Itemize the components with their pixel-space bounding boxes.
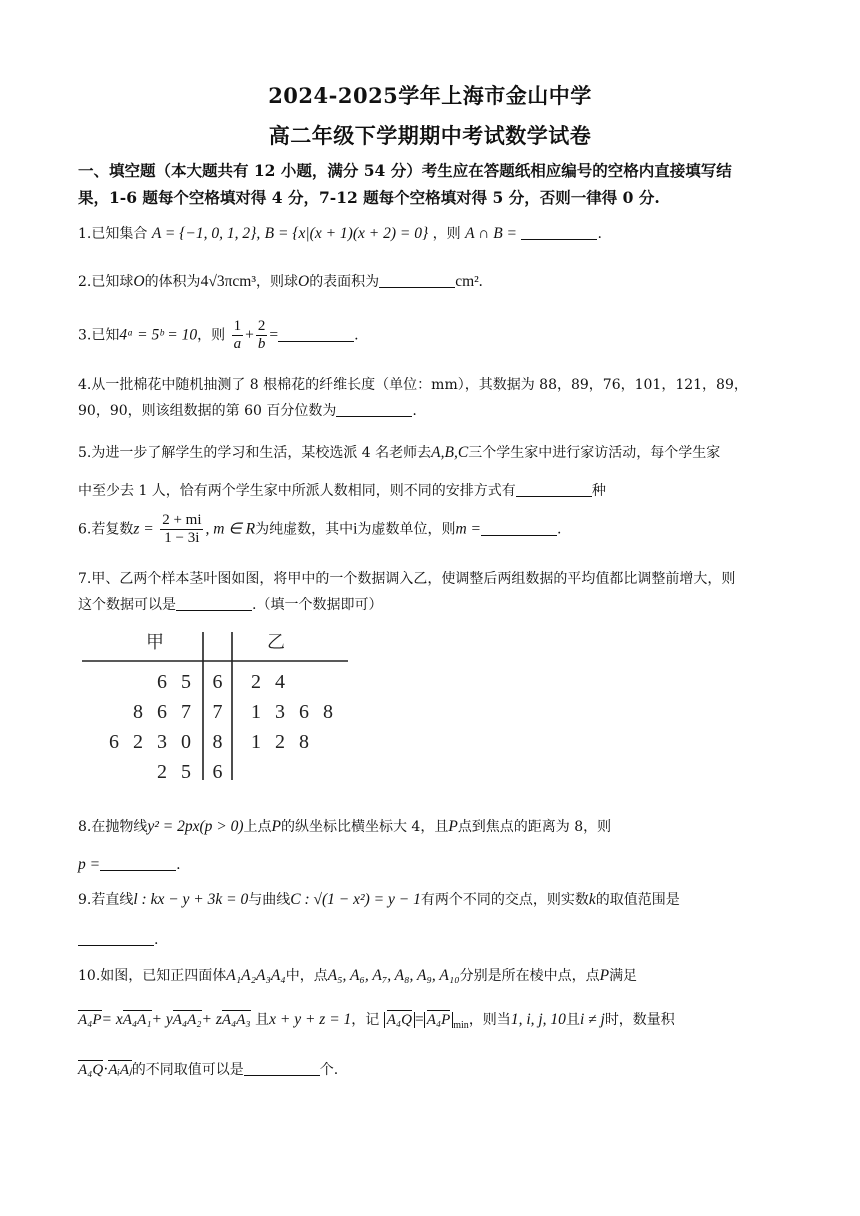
- stemleaf-left-leaf: 3: [157, 731, 167, 753]
- q5-line-2: 中至少去 1 人，恰有两个学生家中所派人数相同，则不同的安排方式有: [78, 483, 516, 499]
- q8-text-mid1: 上点: [243, 819, 272, 835]
- q3-text: 3.已知: [78, 327, 120, 344]
- q10-unit: 个.: [319, 1061, 339, 1078]
- q6-fraction: $\frac{2 + mi}{1 - 3i}$: [162, 512, 202, 546]
- q3-text-mid: ，则: [197, 327, 226, 344]
- q8-parabola: y² = 2px(p > 0): [147, 818, 244, 835]
- q6-m: m =: [455, 520, 481, 538]
- stemleaf-right-leaf: 3: [275, 701, 285, 723]
- stemleaf-left-leaf: 6: [157, 671, 167, 693]
- q10-p: P: [599, 967, 610, 984]
- q8-text-mid3: 点到焦点的距离为 8，则: [457, 819, 612, 835]
- stemleaf-left-leaf: 5: [181, 761, 191, 783]
- stemleaf-right-header: 乙: [267, 632, 285, 653]
- q6-answer-blank[interactable]: [481, 521, 557, 536]
- q10-when: ，则当: [468, 1012, 511, 1028]
- question-6: 6.若复数z = $\frac{2 + mi}{1 - 3i}$ , m ∈ R为纯虚数，其中i为虚数单位，则m = .: [78, 512, 562, 546]
- q8-p-2: P: [448, 818, 458, 835]
- q8-p-eq: p =: [78, 856, 101, 873]
- q8-answer-blank[interactable]: [100, 856, 176, 871]
- q9-k: k: [588, 891, 596, 908]
- q8-text-mid2: 的纵坐标比横坐标大 4，且: [280, 819, 449, 835]
- q2-text-mid3: 的表面积为: [309, 274, 380, 290]
- q1-answer-blank[interactable]: [521, 225, 597, 240]
- q10-midpoints: A₅, A₆, A₇, A₈, A₉, A₁₀: [327, 967, 460, 984]
- section-line-2: 果，1-6 题每个空格填对得 4 分，7-12 题每个空格填对得 5 分，否则一律得 0 分.: [78, 188, 660, 207]
- q10-sum: x + y + z = 1: [269, 1011, 352, 1028]
- stemleaf-left-leaf: 0: [181, 731, 191, 753]
- q10-text-c: 分别是所在棱中点，点: [459, 968, 600, 984]
- section-instructions: [78, 157, 790, 211]
- stemleaf-right-leaf: 6: [299, 701, 309, 723]
- stemleaf-left-leaf: 5: [181, 671, 191, 693]
- q10-vector-a4a1: A₄A₁: [122, 1012, 152, 1028]
- q10-vector-a4a2: A₄A₂: [172, 1012, 202, 1028]
- q10-answer-blank[interactable]: [244, 1061, 320, 1076]
- question-10: 10.如图，已知正四面体A₁A₂A₃A₄中，点A₅, A₆, A₇, A₈, A₉, A₁₀分别是所在棱中点，点P满足 A₄P= xA₄A₁+ yA₄A₂+ zA₄A₃ 且x + y + z = 1，记 A₄Q = A₄P $_{min}$，则当1, i, j, 10且i ≠ j时，数量积 A₄Q·AᵢAⱼ的不同取值可以是 个.: [78, 967, 675, 1078]
- q10-record: ，记: [351, 1012, 380, 1028]
- q6-i: i: [353, 520, 358, 538]
- q10-and-2: 且: [565, 1012, 580, 1028]
- q10-vector-a4a3: A₄A₃: [221, 1012, 251, 1028]
- stem-leaf-plot: [80, 628, 360, 788]
- q10-text: 10.如图，已知正四面体: [78, 968, 227, 984]
- stemleaf-left-leaf: 8: [133, 701, 143, 723]
- q4-line-2: 90，90，则该组数据的第 60 百分位数为: [78, 403, 337, 419]
- q9-text-mid1: 与曲线: [248, 892, 291, 908]
- q2-o-2: O: [297, 273, 310, 290]
- q8-text: 8.在抛物线: [78, 819, 148, 835]
- stemleaf-right-leaf: 8: [299, 731, 309, 753]
- q1-sep: ,: [256, 225, 261, 242]
- q9-curve: C : √(1 − x²) = y − 1: [290, 891, 421, 908]
- question-3: 3.已知4ᵃ = 5ᵇ = 10，则 $\frac{1}{a}$ + $\frac{2}{b}$ = .: [78, 318, 359, 352]
- question-1: 1.已知集合 A = {−1, 0, 1, 2}, B = {x|(x + 1)(x + 2) = 0} ，则 A ∩ B = .: [78, 225, 602, 242]
- q9-text-mid2: 有两个不同的交点，则实数: [420, 892, 589, 908]
- q10-eq1: = x: [101, 1011, 123, 1028]
- q10-line-3: 的不同取值可以是: [131, 1061, 244, 1078]
- q10-eq2: + y: [151, 1011, 173, 1028]
- stemleaf-left-leaf: 6: [109, 731, 119, 753]
- q10-text-d: 满足: [609, 968, 638, 984]
- section-line-1: 一、填空题（本大题共有 12 小题，满分 54 分）考生应在答题纸相应编号的空格内直接填写结: [78, 161, 732, 180]
- q1-set-b: B = {x|(x + 1)(x + 2) = 0}: [264, 225, 429, 242]
- stemleaf-right-leaf: 2: [275, 731, 285, 753]
- stemleaf-left-leaf: 7: [181, 701, 191, 723]
- stemleaf-stem: 6: [212, 671, 223, 693]
- q10-vector-aiaj: AᵢAⱼ: [108, 1061, 132, 1078]
- stemleaf-left-leaf: 2: [133, 731, 143, 753]
- q7-line-1: 7.甲、乙两个样本茎叶图如图，将甲中的一个数据调入乙，使调整后两组数据的平均值都比调整前增大，则: [78, 571, 736, 587]
- stemleaf-rows: [109, 671, 333, 783]
- q6-text-mid1: 为纯虚数，其中: [255, 521, 354, 538]
- stemleaf-left-leaf: 2: [157, 761, 167, 783]
- stemleaf-left-leaf: 6: [157, 701, 167, 723]
- q1-text: 1.已知集合: [78, 226, 148, 242]
- q10-tail: 时，数量积: [604, 1012, 675, 1028]
- stemleaf-right-leaf: 8: [323, 701, 333, 723]
- question-7: [78, 566, 798, 618]
- q6-z: z =: [133, 520, 154, 538]
- q2-volume: 4√3πcm³: [200, 273, 256, 290]
- stemleaf-stem: 8: [212, 731, 223, 753]
- stemleaf-stem: 7: [212, 701, 223, 723]
- q6-text-mid2: 为虚数单位，则: [357, 521, 456, 538]
- q3-fraction-1: $\frac{1}{a}$: [233, 318, 242, 352]
- q5-answer-blank[interactable]: [516, 482, 592, 497]
- q9-line: l : kx − y + 3k = 0: [133, 891, 249, 908]
- q6-condition: , m ∈ R: [205, 520, 256, 538]
- q5-tail: 种: [591, 483, 606, 499]
- q3-equation: 4ᵃ = 5ᵇ = 10: [119, 326, 198, 344]
- q2-text: 2.已知球: [78, 274, 134, 290]
- question-9: 9.若直线l : kx − y + 3k = 0与曲线C : √(1 − x²) = y − 1有两个不同的交点，则实数k的取值范围是 .: [78, 891, 680, 948]
- q2-answer-blank[interactable]: [379, 273, 455, 288]
- q10-dot: ·: [103, 1060, 109, 1078]
- q10-min: min: [453, 1019, 469, 1031]
- exam-title-subject: 高二年级下学期期中考试数学试卷: [268, 123, 592, 148]
- q1-text-mid: ，则: [432, 226, 461, 242]
- stemleaf-right-leaf: 2: [251, 671, 261, 693]
- q9-text: 9.若直线: [78, 892, 134, 908]
- question-8: 8.在抛物线y² = 2px(p > 0)上点P的纵坐标比横坐标大 4，且P点到焦点的距离为 8，则 p = .: [78, 818, 612, 873]
- q3-equals: =: [269, 326, 279, 344]
- q9-text-mid3: 的取值范围是: [595, 892, 680, 908]
- q1-set-a: A = {−1, 0, 1, 2}: [151, 225, 257, 242]
- stemleaf-right-leaf: 1: [251, 701, 261, 723]
- q3-answer-blank[interactable]: [278, 327, 354, 342]
- q7-line-2: 这个数据可以是: [78, 597, 176, 613]
- q10-tetrahedron: A₁A₂A₃A₄: [226, 967, 286, 984]
- q10-vector-a4q: A₄Q: [78, 1061, 104, 1078]
- question-2: [78, 272, 798, 292]
- stemleaf-right-leaf: 4: [275, 671, 285, 693]
- q10-abs-a4q: A₄Q: [384, 1012, 415, 1028]
- exam-title-school: 2024-2025学年上海市金山中学: [268, 83, 592, 108]
- q10-abs-a4p: A₄P: [424, 1012, 454, 1028]
- stemleaf-left-header: 甲: [146, 632, 164, 653]
- q2-o: O: [133, 273, 145, 290]
- q10-and: 且: [255, 1012, 270, 1028]
- q7-tail: .（填一个数据即可）: [252, 597, 383, 613]
- q10-eq3: + z: [201, 1011, 222, 1028]
- q8-p: P: [271, 818, 281, 835]
- q2-text-mid1: 的体积为: [144, 274, 201, 290]
- q10-vector-a4p: A₄P: [78, 1012, 102, 1028]
- q5-line-1a: 5.为进一步了解学生的学习和生活，某校选派 4 名老师去: [78, 445, 432, 461]
- q1-expr: A ∩ B =: [465, 225, 517, 242]
- q7-answer-blank[interactable]: [176, 596, 252, 611]
- q5-line-1b: 三个学生家中进行家访活动，每个学生家: [468, 445, 721, 461]
- stemleaf-stem: 6: [212, 761, 223, 783]
- q6-text: 6.若复数: [78, 521, 134, 538]
- q2-text-mid2: ，则球: [255, 274, 298, 290]
- q3-plus: +: [245, 326, 254, 344]
- q10-text-b: 中，点: [285, 968, 328, 984]
- question-5: [78, 434, 798, 510]
- q9-answer-blank[interactable]: [78, 931, 154, 946]
- q5-abc: A,B,C: [431, 444, 469, 461]
- q2-unit: cm².: [455, 273, 483, 290]
- q10-neq: i ≠ j: [579, 1011, 605, 1028]
- question-4: 4.从一批棉花中随机抽测了 8 根棉花的纤维长度（单位：mm），其数据为 88，89，76，101，121，89， 90，90，则该组数据的第 60 百分位数为 .: [78, 372, 798, 424]
- q4-line-1: 4.从一批棉花中随机抽测了 8 根棉花的纤维长度（单位：mm），其数据为 88，89，76，101，121，89，: [78, 377, 748, 393]
- q10-range: 1, i, j, 10: [510, 1011, 566, 1028]
- stemleaf-right-leaf: 1: [251, 731, 261, 753]
- q3-fraction-2: $\frac{2}{b}$: [257, 318, 266, 352]
- q4-answer-blank[interactable]: [336, 402, 412, 417]
